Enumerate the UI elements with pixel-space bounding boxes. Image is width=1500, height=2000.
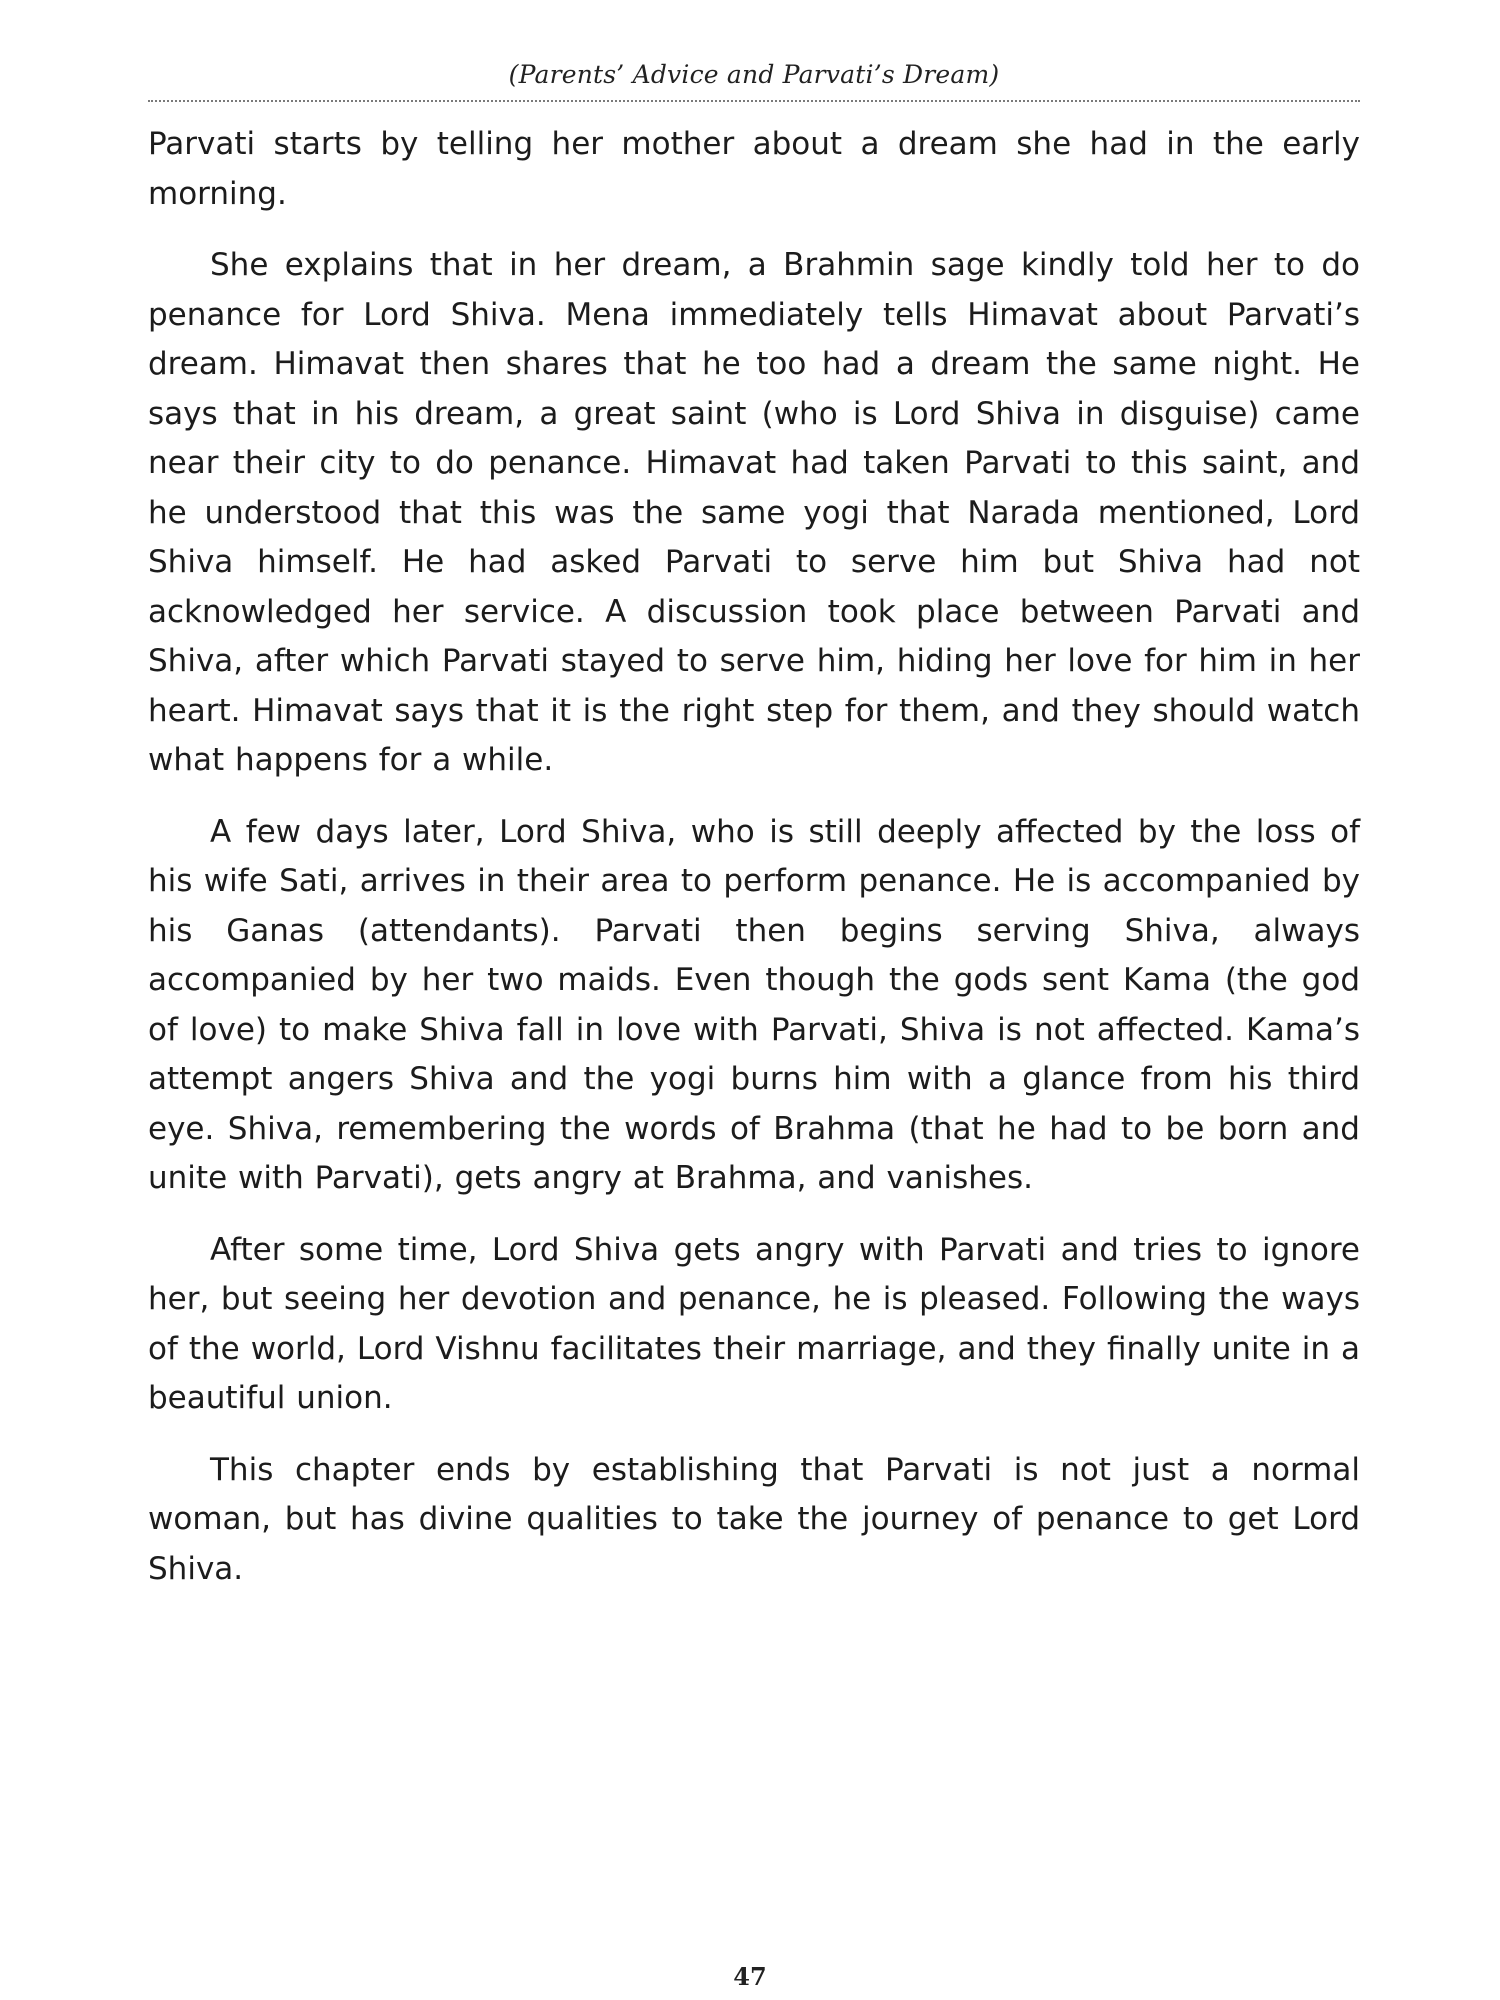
paragraph-4: After some time, Lord Shiva gets angry with Parvati and tries to ignore her, but seeing her devotion and penance, he is pleased. Following the ways of the world, Lord Vishnu facilitates their marriage, and they finally unite in a beautiful union.: [148, 1231, 1360, 1416]
paragraph-3: A few days later, Lord Shiva, who is still deeply affected by the loss of his wife Sati, arrives in their area to perform penance. He is accompanied by his Ganas (attendants). Parvati then begins serving Shiva, always accompanied by her two maids. Even though the gods sent Kama (the god of love) to make Shiva fall in love with Parvati, Shiva is not affected. Kama’s attempt angers Shiva and the yogi burns him with a glance from his third eye. Shiva, remembering the words of Brahma (that he had to be born and unite with Parvati), gets angry at Brahma, and vanishes.: [148, 813, 1360, 1196]
paragraph-5: This chapter ends by establishing that Parvati is not just a normal woman, but has divine qualities to take the journey of penance to get Lord Shiva.: [148, 1451, 1360, 1587]
page-number: 47: [733, 1962, 767, 1991]
body-text: [148, 120, 1360, 1616]
header-dotted-rule: [148, 100, 1360, 102]
running-header-title: (Parents’ Advice and Parvati’s Dream): [508, 60, 1000, 89]
paragraph-2: She explains that in her dream, a Brahmin sage kindly told her to do penance for Lord Shiva. Mena immediately tells Himavat about Parvati’s dream. Himavat then shares that he too had a dream the same night. He says that in his dream, a great saint (who is Lord Shiva in disguise) came near their city to do penance. Himavat had taken Parvati to this saint, and he understood that this was the same yogi that Narada mentioned, Lord Shiva himself. He had asked Parvati to serve him but Shiva had not acknowledged her service. A discussion took place between Parvati and Shiva, after which Parvati stayed to serve him, hiding her love for him in her heart. Himavat says that it is the right step for them, and they should watch what happens for a while.: [148, 247, 1360, 778]
paragraph-1: Parvati starts by telling her mother about a dream she had in the early morning.: [148, 126, 1360, 212]
